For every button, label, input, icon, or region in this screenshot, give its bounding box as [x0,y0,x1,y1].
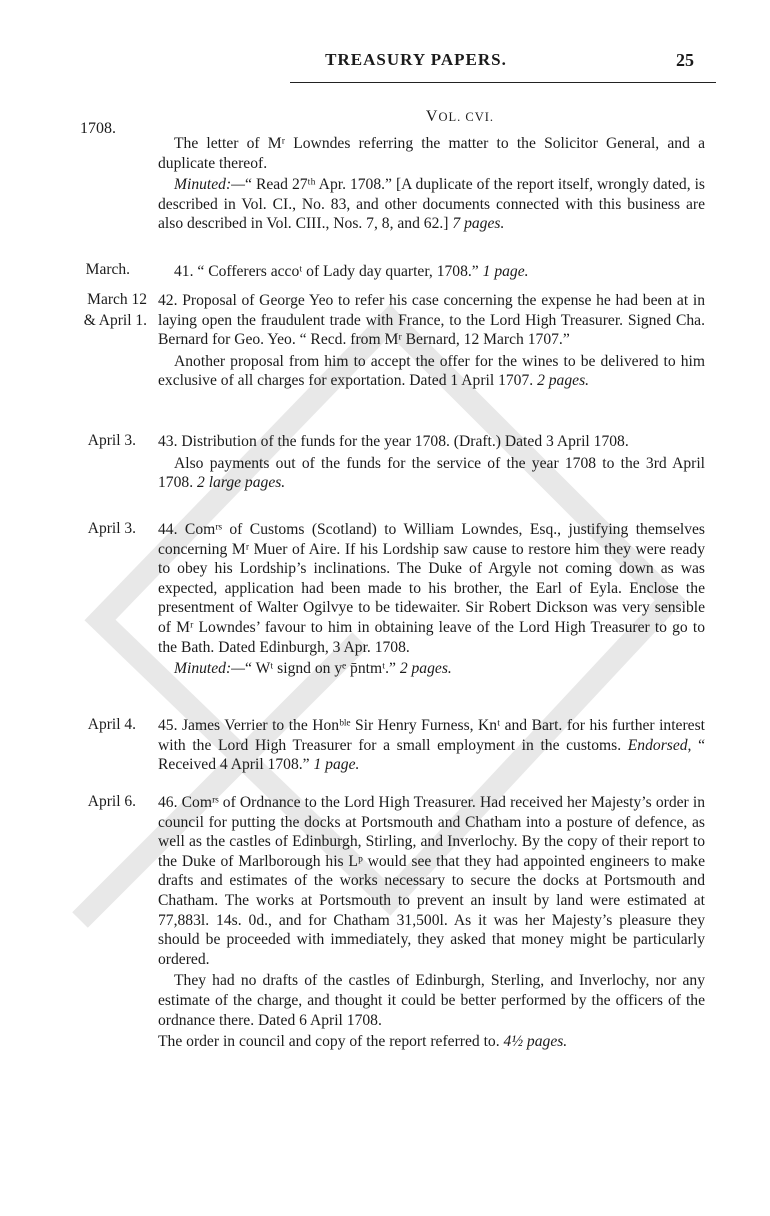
intro-paragraph-1: The letter of Mʳ Lowndes referring the matter to the Solicitor General, and a duplicate thereof. [158,135,705,172]
volume-heading [380,108,540,126]
entry-44-paragraph-1: 44. Comʳˢ of Customs (Scotland) to William Lowndes, Esq., justifying themselves concerning Mʳ Muer of Aire. If his Lordship saw cause to restore him they were ready to obey his Lordship’s inclinations. The Duke of Argyle not coming down as was expected, application had been made to his brother, the Earl of Eyla. Enclose the presentment of Walter Ogilvye to be tidewaiter. Sir Robert Dickson was very sensible of Mʳ Lowndes’ favour to him in obtaining leave of the Lord High Treasurer to go to the Bath. Dated Edinburgh, 3 Apr. 1708. [158,521,705,656]
entry-46-body-3: The order in council and copy of the report referred to. [158,1033,500,1051]
entry-41 [158,262,705,282]
entry-44 [158,520,705,679]
date-line-2: & April 1. [83,312,147,329]
year-marker: 1708. [80,120,116,137]
page-count: 2 large pages. [197,474,286,492]
volume-rest: OL. CVI. [438,110,495,124]
date-april4: April 4. [87,716,136,733]
entry-43-body-2: Also payments out of the funds for the service of the year 1708 to the 3rd April 1708. [158,454,705,492]
entry-44-minuted [158,659,705,679]
date-april6: April 6. [87,793,136,810]
minuted-label: Minuted:— [174,176,246,194]
entry-43 [158,432,705,493]
intro-paragraph-2 [158,175,705,234]
volume-prefix: V [425,108,439,125]
minuted-text: “ Wᵗ signd on yᵉ p̄ntmᵗ.” [245,660,396,678]
entry-45-text [158,716,705,775]
endorsed-label: Endorsed, [627,736,692,754]
entry-42-paragraph-2 [158,352,705,391]
entry-intro [158,134,705,234]
entry-42-body-2: Another proposal from him to accept the offer for the wines to be delivered to him exclusive of all charges for exportation. Dated 1 April 1707. [158,352,705,390]
page-count: 1 page. [313,756,360,774]
entry-42 [158,291,705,391]
entry-46-paragraph-2: They had no drafts of the castles of Edinburgh, Sterling, and Inverlochy, nor any estimate of the charge, and thought it could be better performed by the officers of the ordnance there. Dated 6 April 1708. [158,972,705,1029]
minuted-label: Minuted:— [174,660,246,678]
entry-42-paragraph-1: 42. Proposal of George Yeo to refer his case concerning the expense he had been at in laying open the fraudulent trade with France, to the Lord High Treasurer. Signed Cha. Bernard for Geo. Yeo. “ Recd. from Mʳ Bernard, 12 March 1707.” [158,292,705,349]
entry-46-paragraph-3 [158,1032,705,1052]
entry-45-body: 45. James Verrier to the Honᵇˡᵉ Sir Henry Furness, Knᵗ and Bart. for his further interest with the Lord High Treasurer for a small employment in the customs. [158,717,705,754]
page-count: 2 pages. [537,372,590,390]
entry-45 [158,716,705,775]
entry-41-body: 41. “ Cofferers accoᵗ of Lady day quarter, 1708.” [174,263,479,280]
entry-46 [158,793,705,1052]
minuted-text: “ Read 27ᵗʰ Apr. 1708.” [A duplicate of the report itself, wrongly dated, is described in Vol. CI., No. 83, and other documents connected with this business are also described in Vol. CIII., Nos. 7, 8, and 62.] [158,176,705,233]
page-count: 4½ pages. [503,1033,568,1051]
page-count: 2 pages. [399,660,452,678]
page-number: 25 [676,50,694,70]
date-march: March. [85,261,130,278]
running-title: TREASURY PAPERS. [325,50,507,69]
entry-43-paragraph-1: 43. Distribution of the funds for the year 1708. (Draft.) Dated 3 April 1708. [158,433,629,450]
date-march12-april1 [0,289,147,331]
page-count: 7 pages. [452,215,505,233]
endorsed-text: “ Received 4 April 1708.” [158,736,706,774]
page-count: 1 page. [482,263,529,280]
date-april3-a: April 3. [87,432,136,449]
date-line-1: March 12 [87,291,147,308]
entry-43-paragraph-2 [158,454,705,493]
entry-46-paragraph-1: 46. Comʳˢ of Ordnance to the Lord High Treasurer. Had received her Majesty’s order in council for putting the docks at Portsmouth and Chatham into a posture of defence, as well as the castles of Edinburgh, Stirling, and Inverlochy. By the copy of their report to the Duke of Marlborough his Lᵖ would see that they had appointed engineers to make drafts and estimates of the works necessary to secure the docks at Portsmouth and Chatham. The works at Portsmouth to prevent an insult by land were estimated at 77,883l. 14s. 0d., and for Chatham 31,500l. As it was her Majesty’s pleasure they should be proceeded with immediately, they asked that money might be particularly ordered. [158,794,705,968]
entry-41-text [158,262,705,282]
header-rule [290,82,716,83]
date-april3-b: April 3. [87,520,136,537]
